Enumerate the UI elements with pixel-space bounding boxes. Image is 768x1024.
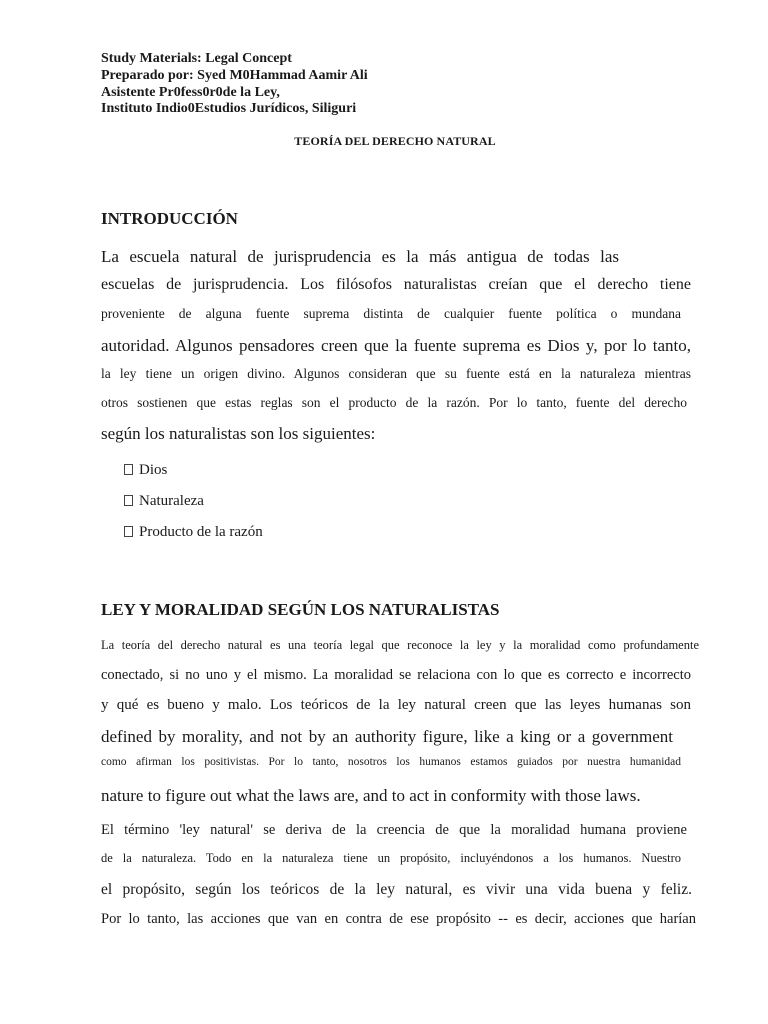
checkbox-glyph-icon [124, 464, 133, 475]
bullet-item: Producto de la razón [124, 524, 263, 541]
header-study-materials: Study Materials: Legal Concept [101, 51, 292, 66]
paragraph-line: la ley tiene un origen divino. Algunos consideran que su fuente está en la naturaleza mientras [101, 366, 691, 381]
paragraph-line: defined by morality, and not by an authority figure, like a king or a government [101, 727, 673, 746]
document-title: TEORÍA DEL DERECHO NATURAL [294, 134, 496, 148]
section-heading-introduccion: INTRODUCCIÓN [101, 209, 238, 228]
paragraph-line: La teoría del derecho natural es una teoría legal que reconoce la ley y la moralidad como profundamente [101, 638, 699, 652]
checkbox-glyph-icon [124, 526, 133, 537]
paragraph-line: según los naturalistas son los siguientes: [101, 424, 376, 443]
paragraph-line: proveniente de alguna fuente suprema distinta de cualquier fuente política o mundana [101, 306, 681, 321]
paragraph-line: otros sostienen que estas reglas son el producto de la razón. Por lo tanto, fuente del derecho [101, 395, 687, 410]
header-institute: Instituto Indio0Estudios Jurídicos, Siliguri [101, 101, 357, 116]
bullet-item: Naturaleza [124, 493, 204, 510]
paragraph-line: conectado, si no uno y el mismo. La moralidad se relaciona con lo que es correcto e incorrecto [101, 667, 691, 683]
paragraph-line: Por lo tanto, las acciones que van en contra de ese propósito -- es decir, acciones que harían [101, 911, 696, 927]
header-prepared-by: Preparado por: Syed M0Hammad Aamir Ali [101, 68, 368, 83]
paragraph-line: el propósito, según los teóricos de la ley natural, es vivir una vida buena y feliz. [101, 881, 692, 898]
section-heading-ley-y-moralidad: LEY Y MORALIDAD SEGÚN LOS NATURALISTAS [101, 600, 500, 619]
checkbox-glyph-icon [124, 495, 133, 506]
bullet-item: Dios [124, 462, 167, 479]
header-position: Asistente Pr0fess0r0de la Ley, [101, 85, 280, 100]
paragraph-line: y qué es bueno y malo. Los teóricos de la ley natural creen que las leyes humanas son [101, 697, 691, 713]
paragraph-line: El término 'ley natural' se deriva de la creencia de que la moralidad humana proviene [101, 822, 687, 838]
paragraph-line: de la naturaleza. Todo en la naturaleza tiene un propósito, incluyéndonos a los humanos. Nuestro [101, 851, 681, 865]
paragraph-line: como afirman los positivistas. Por lo tanto, nosotros los humanos estamos guiados por nuestra humanidad [101, 756, 681, 768]
paragraph-line: escuelas de jurisprudencia. Los filósofos naturalistas creían que el derecho tiene [101, 276, 691, 293]
paragraph-line: nature to figure out what the laws are, and to act in conformity with those laws. [101, 786, 641, 805]
paragraph-line: autoridad. Algunos pensadores creen que la fuente suprema es Dios y, por lo tanto, [101, 336, 691, 355]
paragraph-line: La escuela natural de jurisprudencia es la más antigua de todas las [101, 247, 619, 266]
